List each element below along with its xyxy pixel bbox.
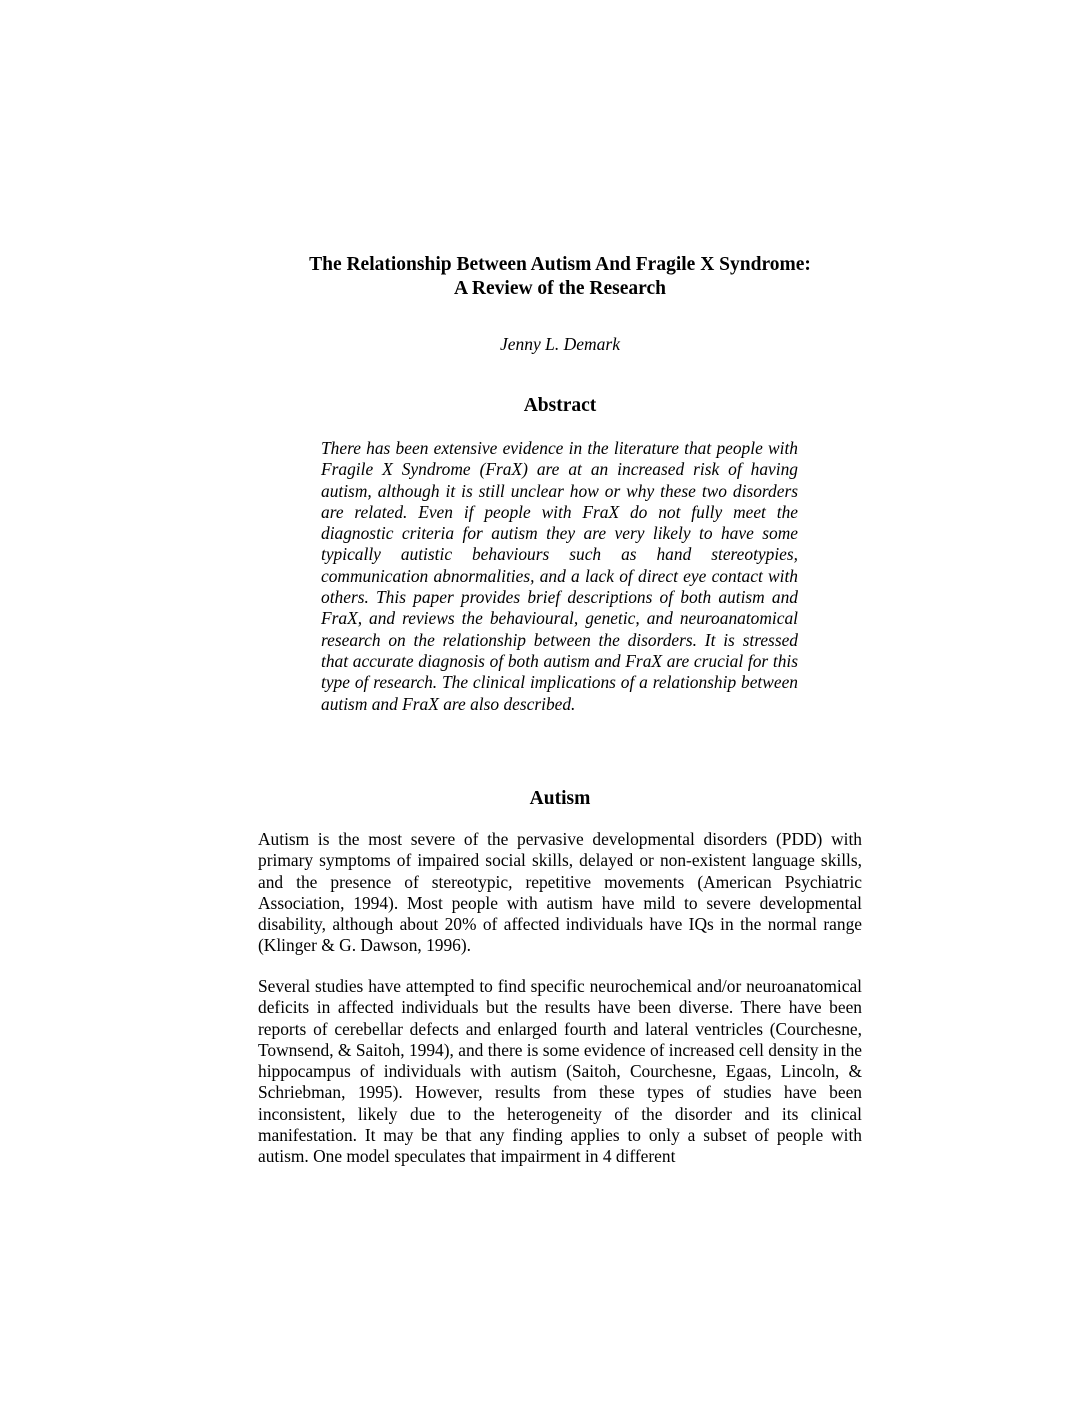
author-name: Jenny L. Demark — [499, 334, 621, 354]
paper-title-line-1: The Relationship Between Autism And Fragile X Syndrome: — [309, 254, 811, 275]
abstract-heading: Abstract — [523, 395, 597, 416]
body-paragraph-2: Several studies have attempted to find specific neurochemical and/or neuroanatomical deficits in affected individuals but the results have been diverse. There have been reports of cerebellar defects and enlarged fourth and lateral ventricles (Courchesne, Townsend, & Saitoh, 1994), and there is some evidence of increased cell density in the hippocampus of individuals with autism (Saitoh, Courchesne, Egaas, Lincoln, & Schriebman, 1995). However, results from these types of studies have been inconsistent, likely due to the heterogeneity of the disorder and its clinical manifestation. It may be that any finding applies to only a subset of people with autism. One model speculates that impairment in 4 different — [258, 976, 862, 1167]
body-paragraph-1: Autism is the most severe of the pervasive developmental disorders (PDD) with primary symptoms of impaired social skills, delayed or non-existent language skills, and the presence of stereotypic, repetitive movements (American Psychiatric Association, 1994). Most people with autism have mild to severe developmental disability, although about 20% of affected individuals have IQs in the normal range (Klinger & G. Dawson, 1996). — [258, 829, 862, 956]
paper-title — [258, 253, 862, 301]
paper-title-line-2: A Review of the Research — [454, 278, 666, 299]
section-heading-autism: Autism — [529, 788, 591, 809]
abstract-text: There has been extensive evidence in the literature that people with Fragile X Syndrome (FraX) are at an increased risk of having autism, although it is still unclear how or why these two disorders are related. Even if people with FraX do not fully meet the diagnostic criteria for autism they are very likely to have some typically autistic behaviours such as hand stereotypies, communication abnormalities, and a lack of direct eye contact with others. This paper provides brief descriptions of both autism and FraX, and reviews the behavioural, genetic, and neuroanatomical research on the relationship between the disorders. It is stressed that accurate diagnosis of both autism and FraX are crucial for this type of research. The clinical implications of a relationship between autism and FraX are also described. — [321, 438, 798, 714]
